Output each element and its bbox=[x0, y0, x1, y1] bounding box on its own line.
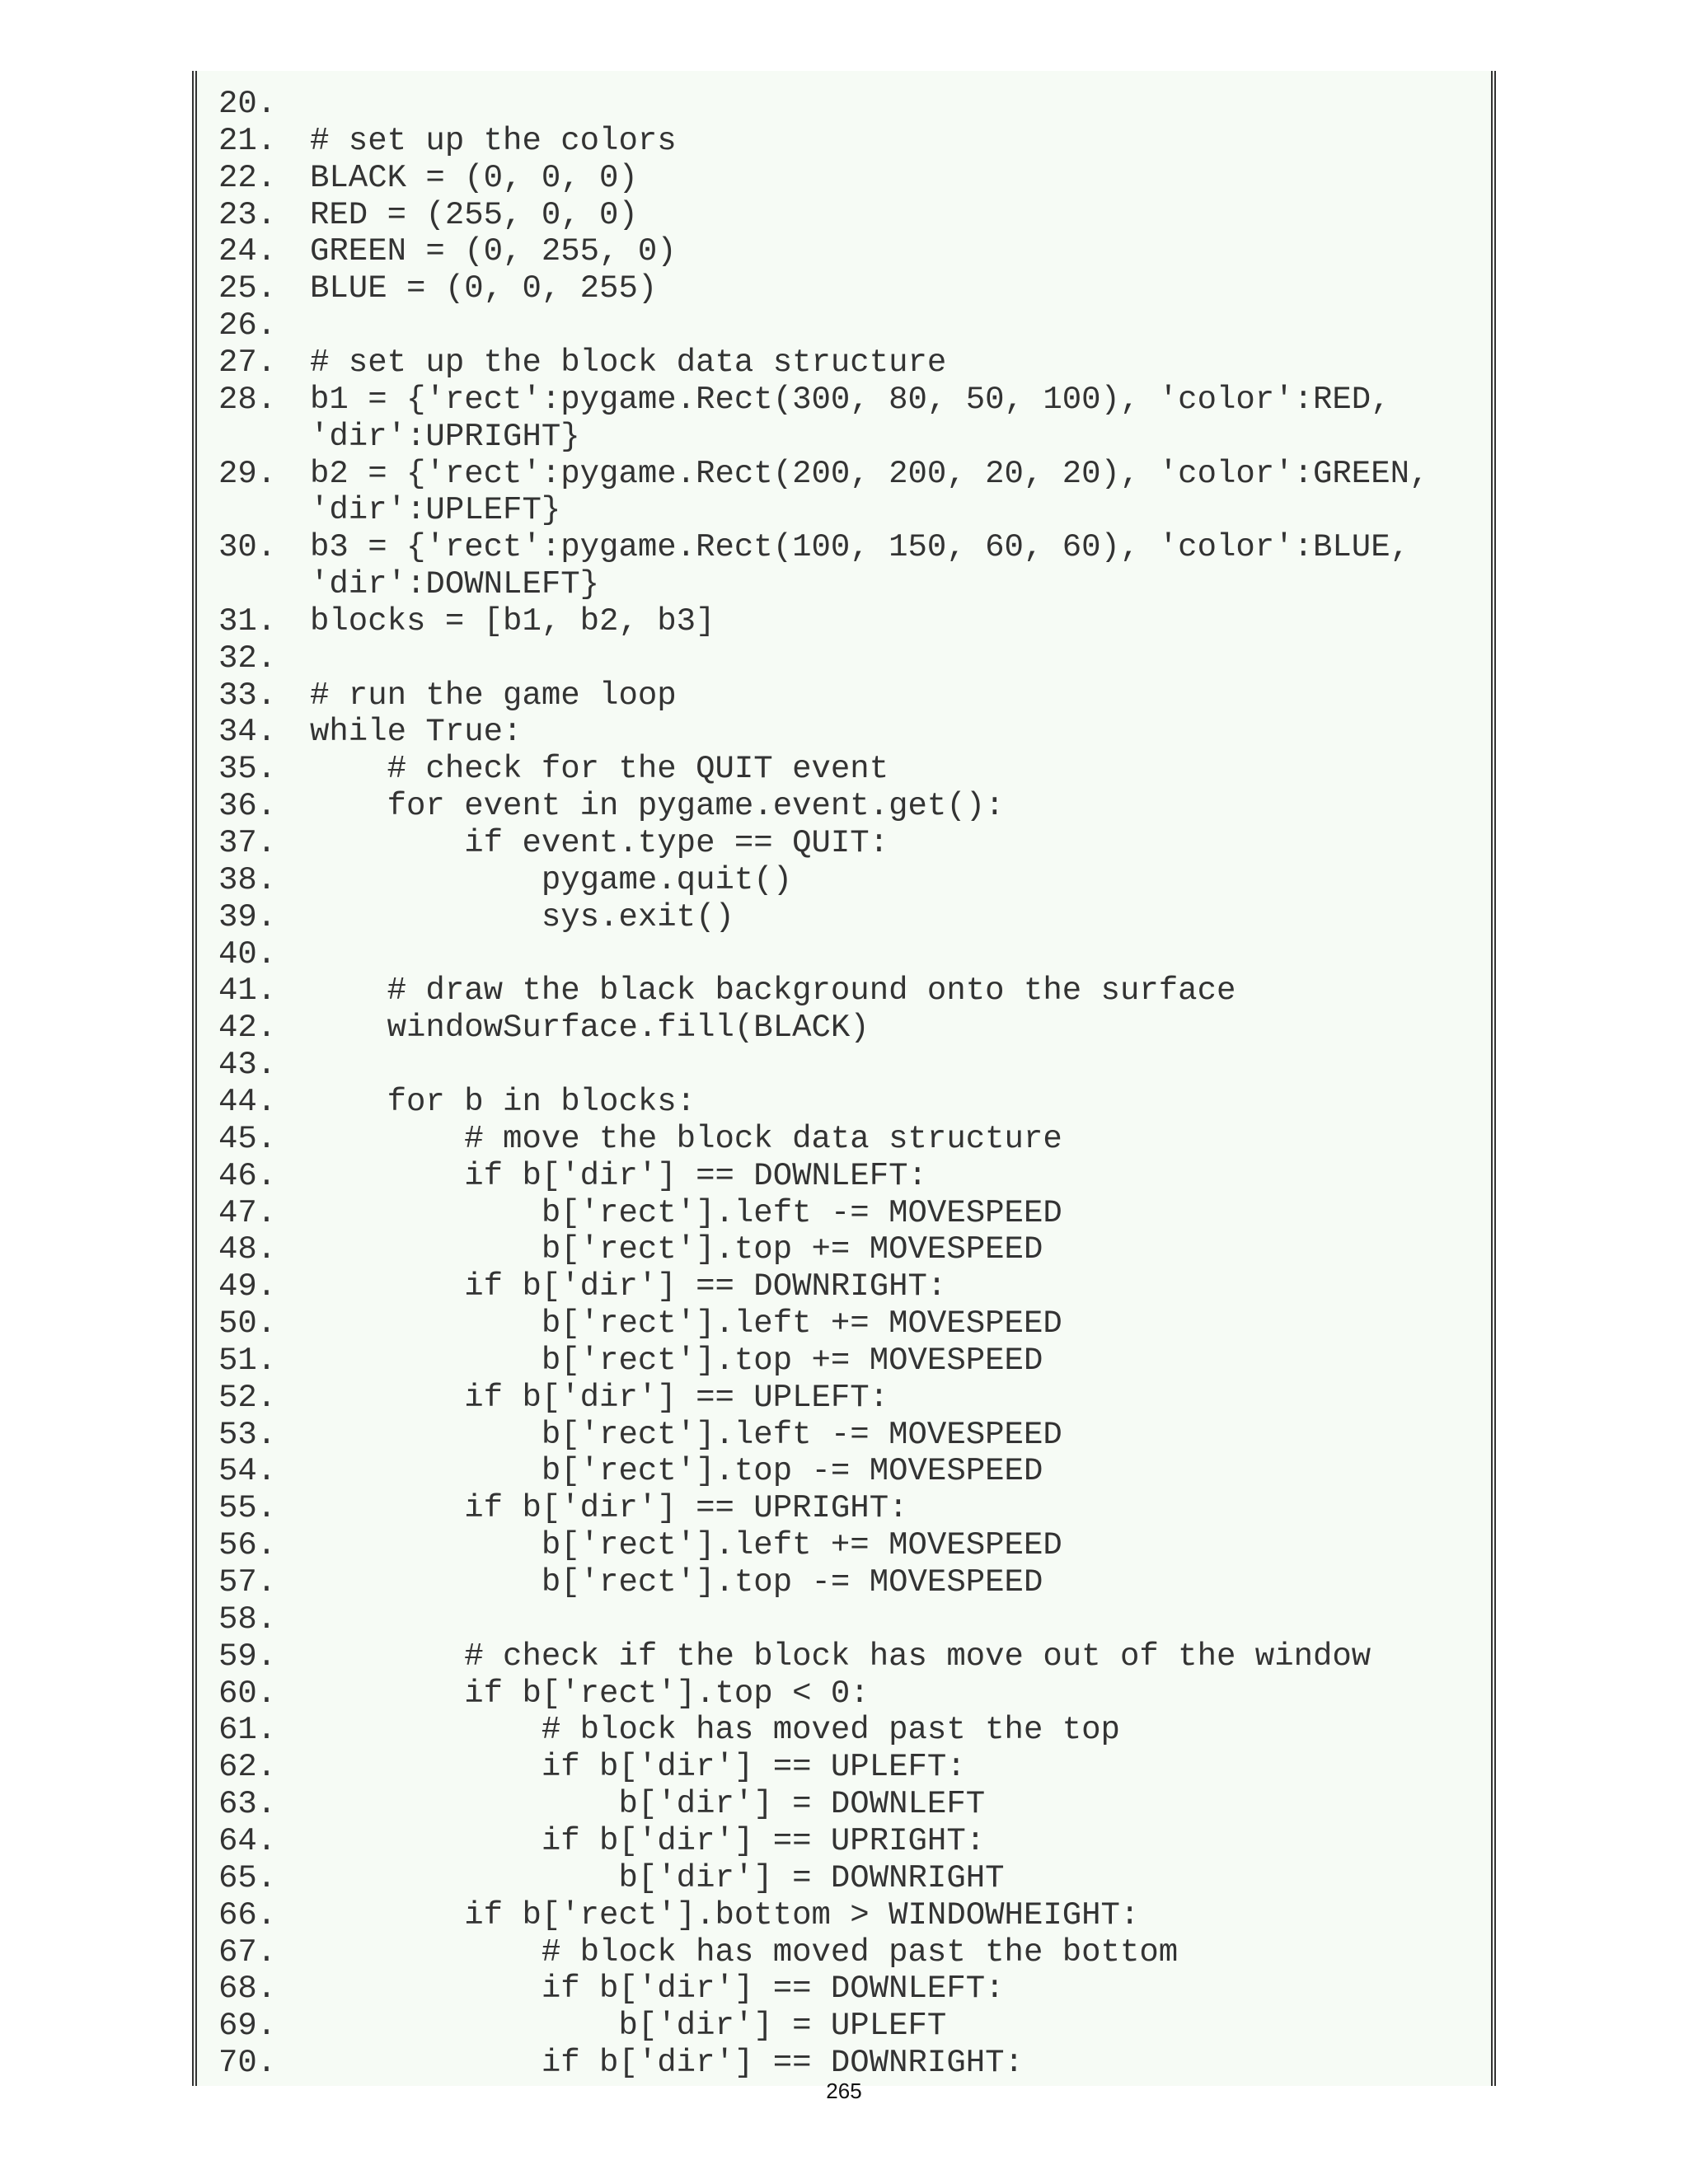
code-text: b['rect'].left += MOVESPEED bbox=[310, 1527, 1062, 1564]
line-number: 65. bbox=[218, 1859, 277, 1896]
code-text: if b['dir'] == DOWNLEFT: bbox=[310, 1157, 927, 1194]
line-number: 20. bbox=[218, 86, 277, 122]
line-number: 24. bbox=[218, 233, 277, 270]
line-number: 58. bbox=[218, 1601, 277, 1638]
code-text: for b in blocks: bbox=[310, 1083, 696, 1120]
code-line bbox=[218, 1527, 1062, 1564]
code-text: RED = (255, 0, 0) bbox=[310, 196, 638, 233]
code-text: # check if the block has move out of the window bbox=[310, 1638, 1372, 1675]
code-line bbox=[218, 899, 734, 936]
code-line bbox=[218, 825, 889, 862]
code-line bbox=[218, 1343, 1043, 1380]
line-number: 69. bbox=[218, 2008, 277, 2045]
code-text: 'dir':UPRIGHT} bbox=[310, 418, 580, 455]
code-line bbox=[218, 382, 1390, 419]
line-number: 31. bbox=[218, 602, 277, 640]
code-line bbox=[218, 1417, 1062, 1454]
code-text: for event in pygame.event.get(): bbox=[310, 788, 1005, 825]
line-number: 53. bbox=[218, 1416, 277, 1453]
code-text: # run the game loop bbox=[310, 677, 677, 714]
line-number: 21. bbox=[218, 122, 277, 159]
line-number: 40. bbox=[218, 935, 277, 972]
code-line bbox=[218, 1158, 927, 1195]
line-number: 45. bbox=[218, 1120, 277, 1157]
code-line bbox=[218, 307, 310, 344]
code-listing bbox=[192, 71, 1496, 2086]
code-line bbox=[218, 566, 599, 603]
line-number: 29. bbox=[218, 455, 277, 492]
code-line bbox=[218, 1712, 1120, 1749]
line-number: 34. bbox=[218, 714, 277, 751]
code-line bbox=[218, 1305, 1062, 1343]
line-number: 26. bbox=[218, 307, 277, 344]
code-line bbox=[218, 344, 946, 382]
code-text: sys.exit() bbox=[310, 898, 734, 935]
code-text: b['rect'].top += MOVESPEED bbox=[310, 1342, 1043, 1379]
code-text: # draw the black background onto the surface bbox=[310, 972, 1236, 1010]
line-number: 43. bbox=[218, 1047, 277, 1084]
code-line bbox=[218, 1934, 1178, 1971]
line-number: 32. bbox=[218, 640, 277, 677]
code-line bbox=[218, 640, 310, 677]
code-line bbox=[218, 1971, 1005, 2008]
line-number: 55. bbox=[218, 1490, 277, 1527]
line-number: 68. bbox=[218, 1971, 277, 2008]
line-number: 39. bbox=[218, 898, 277, 935]
code-line bbox=[218, 419, 580, 456]
code-text: b['rect'].top += MOVESPEED bbox=[310, 1231, 1043, 1268]
line-number: 62. bbox=[218, 1749, 277, 1786]
code-text: # block has moved past the top bbox=[310, 1712, 1120, 1749]
code-text: BLACK = (0, 0, 0) bbox=[310, 159, 638, 196]
code-line bbox=[218, 1860, 1005, 1897]
code-line bbox=[218, 1897, 1139, 1934]
line-number: 59. bbox=[218, 1638, 277, 1675]
code-text: # block has moved past the bottom bbox=[310, 1933, 1179, 1971]
code-text: 'dir':DOWNLEFT} bbox=[310, 566, 600, 603]
code-line bbox=[218, 1453, 1043, 1490]
code-line bbox=[218, 1638, 1371, 1675]
code-text: if b['dir'] == UPLEFT: bbox=[310, 1749, 966, 1786]
code-text: if b['dir'] == DOWNLEFT: bbox=[310, 1971, 1005, 2008]
line-number: 60. bbox=[218, 1675, 277, 1712]
code-text: if b['dir'] == UPRIGHT: bbox=[310, 1490, 908, 1527]
line-number: 36. bbox=[218, 788, 277, 825]
code-line bbox=[218, 492, 560, 529]
code-text: if b['dir'] == DOWNRIGHT: bbox=[310, 1268, 947, 1305]
code-text: if b['dir'] == DOWNRIGHT: bbox=[310, 2045, 1024, 2082]
line-number: 25. bbox=[218, 270, 277, 307]
line-number: 41. bbox=[218, 972, 277, 1010]
line-number: 51. bbox=[218, 1342, 277, 1379]
code-text: GREEN = (0, 255, 0) bbox=[310, 233, 677, 270]
line-number: 70. bbox=[218, 2045, 277, 2082]
line-number: 42. bbox=[218, 1010, 277, 1047]
code-line bbox=[218, 1380, 889, 1417]
code-line bbox=[218, 1786, 985, 1823]
code-text: b['rect'].left += MOVESPEED bbox=[310, 1305, 1062, 1343]
code-line bbox=[218, 270, 657, 307]
line-number: 63. bbox=[218, 1786, 277, 1823]
line-number: 64. bbox=[218, 1822, 277, 1859]
code-line bbox=[218, 1823, 985, 1860]
line-number: 23. bbox=[218, 196, 277, 233]
code-line bbox=[218, 751, 889, 788]
line-number: 35. bbox=[218, 751, 277, 788]
code-line bbox=[218, 160, 638, 197]
code-text: while True: bbox=[310, 714, 523, 751]
code-line bbox=[218, 1047, 310, 1084]
page-number: 265 bbox=[826, 2079, 862, 2103]
line-number: 57. bbox=[218, 1564, 277, 1601]
code-text: # set up the colors bbox=[310, 122, 677, 159]
line-number: 27. bbox=[218, 344, 277, 381]
code-line bbox=[218, 972, 1236, 1010]
code-line bbox=[218, 1010, 870, 1047]
line-number: 50. bbox=[218, 1305, 277, 1343]
line-number: 67. bbox=[218, 1933, 277, 1971]
code-line bbox=[218, 1121, 1062, 1158]
code-line bbox=[218, 1564, 1043, 1601]
code-line bbox=[218, 197, 638, 234]
code-line bbox=[218, 1268, 946, 1305]
code-text: b2 = {'rect':pygame.Rect(200, 200, 20, 20), 'color':GREEN, bbox=[310, 455, 1429, 492]
code-line bbox=[218, 2045, 1024, 2082]
code-line bbox=[218, 86, 310, 123]
code-text: if b['dir'] == UPLEFT: bbox=[310, 1379, 889, 1416]
line-number: 30. bbox=[218, 529, 277, 566]
line-number: 56. bbox=[218, 1527, 277, 1564]
line-number: 66. bbox=[218, 1896, 277, 1933]
line-number: 54. bbox=[218, 1453, 277, 1490]
code-line bbox=[218, 1231, 1043, 1268]
code-text: if b['rect'].top < 0: bbox=[310, 1675, 870, 1712]
line-number: 47. bbox=[218, 1194, 277, 1231]
code-line bbox=[218, 1195, 1062, 1232]
line-number: 48. bbox=[218, 1231, 277, 1268]
code-line bbox=[218, 1490, 908, 1527]
code-text: b['rect'].left -= MOVESPEED bbox=[310, 1416, 1062, 1453]
code-line bbox=[218, 1675, 870, 1713]
code-text: b['dir'] = DOWNLEFT bbox=[310, 1786, 986, 1823]
code-line bbox=[218, 233, 677, 270]
code-line bbox=[218, 456, 1428, 493]
code-text: b['rect'].top -= MOVESPEED bbox=[310, 1453, 1043, 1490]
line-number: 37. bbox=[218, 825, 277, 861]
line-number: 44. bbox=[218, 1083, 277, 1120]
code-text: b['rect'].left -= MOVESPEED bbox=[310, 1194, 1062, 1231]
code-text: if b['dir'] == UPRIGHT: bbox=[310, 1822, 986, 1859]
code-text: BLUE = (0, 0, 255) bbox=[310, 270, 658, 307]
line-number: 33. bbox=[218, 677, 277, 714]
code-text: b3 = {'rect':pygame.Rect(100, 150, 60, 60), 'color':BLUE, bbox=[310, 529, 1410, 566]
line-number: 28. bbox=[218, 381, 277, 418]
code-text: # check for the QUIT event bbox=[310, 751, 889, 788]
code-text: blocks = [b1, b2, b3] bbox=[310, 602, 715, 640]
line-number: 61. bbox=[218, 1712, 277, 1749]
code-text: if b['rect'].bottom > WINDOWHEIGHT: bbox=[310, 1896, 1140, 1933]
line-number: 49. bbox=[218, 1268, 277, 1305]
code-line bbox=[218, 936, 310, 973]
line-number: 52. bbox=[218, 1379, 277, 1416]
code-text: b1 = {'rect':pygame.Rect(300, 80, 50, 100), 'color':RED, bbox=[310, 381, 1390, 418]
code-text: windowSurface.fill(BLACK) bbox=[310, 1010, 870, 1047]
code-text: b['dir'] = UPLEFT bbox=[310, 2008, 947, 2045]
code-text: 'dir':UPLEFT} bbox=[310, 492, 561, 529]
code-line bbox=[218, 603, 715, 640]
code-line bbox=[218, 529, 1409, 566]
code-text: # move the block data structure bbox=[310, 1120, 1062, 1157]
code-text: b['dir'] = DOWNRIGHT bbox=[310, 1859, 1005, 1896]
code-text: b['rect'].top -= MOVESPEED bbox=[310, 1564, 1043, 1601]
code-line bbox=[218, 1749, 966, 1786]
line-number: 46. bbox=[218, 1157, 277, 1194]
code-line bbox=[218, 123, 677, 160]
code-text: # set up the block data structure bbox=[310, 344, 947, 381]
code-text: pygame.quit() bbox=[310, 861, 793, 898]
line-number: 38. bbox=[218, 861, 277, 898]
line-number: 22. bbox=[218, 159, 277, 196]
code-line bbox=[218, 1601, 310, 1638]
code-line bbox=[218, 677, 677, 715]
code-line bbox=[218, 862, 792, 899]
code-line bbox=[218, 714, 522, 751]
code-text: if event.type == QUIT: bbox=[310, 825, 889, 861]
code-line bbox=[218, 1084, 696, 1121]
code-line bbox=[218, 2008, 946, 2045]
code-line bbox=[218, 788, 1005, 825]
